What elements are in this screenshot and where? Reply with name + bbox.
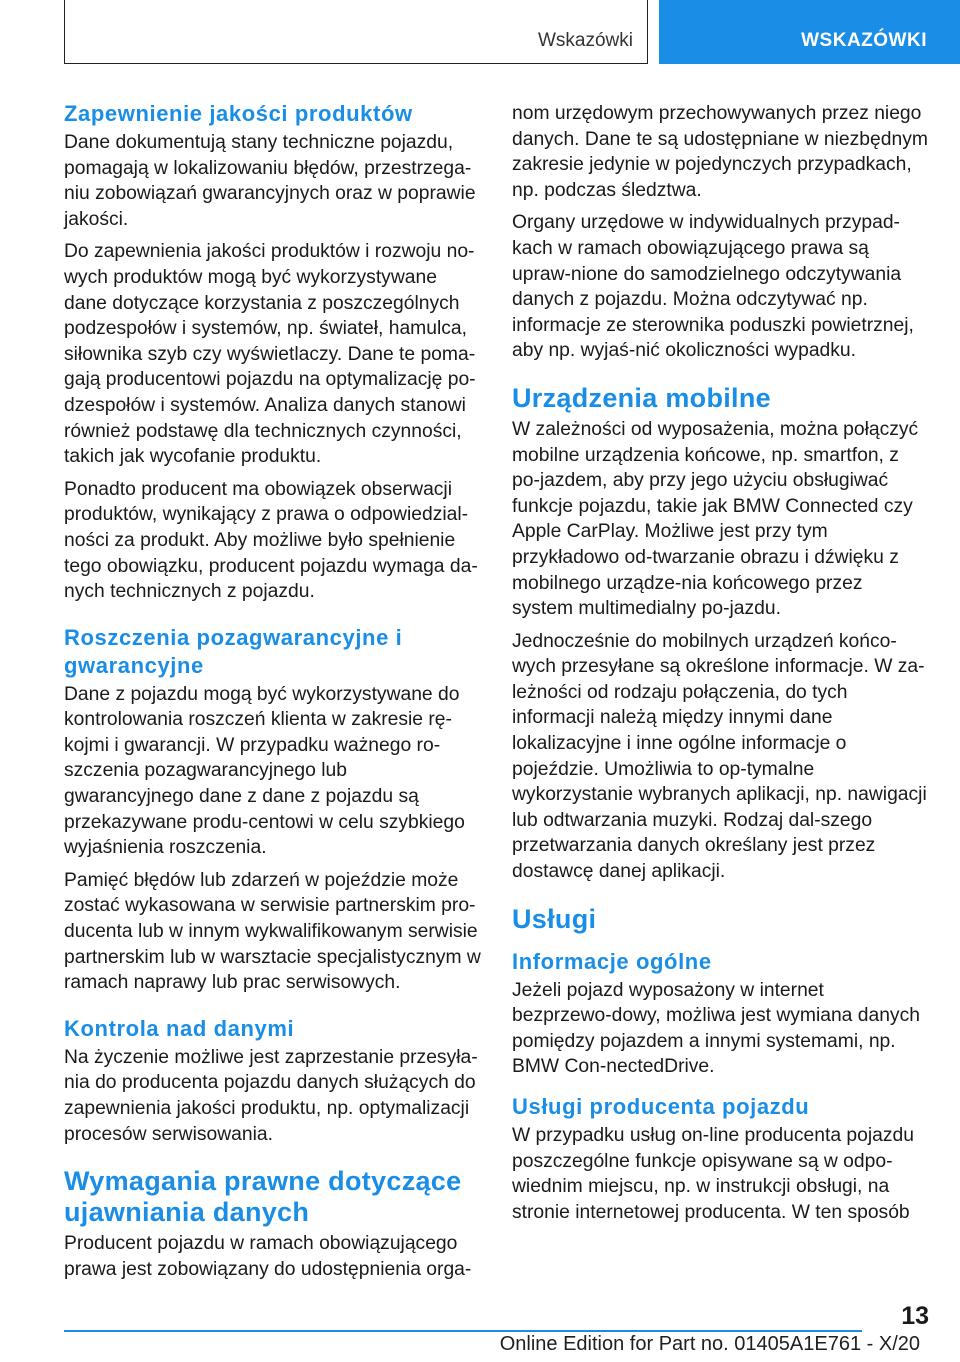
header-chapter-tab[interactable] (659, 0, 960, 64)
heading-quality: Zapewnienie jakości produktów (64, 101, 413, 126)
paragraph: nom urzędowym przechowywanych przez niego danych. Dane te są udostępniane w niezbędnym zakresie jedynie w pojedynczych przypadkach, np. podczas śledztwa. (512, 103, 928, 201)
paragraph: W przypadku usług on-line producenta pojazdu poszczególne funkcje opisywane są w odpo-wiednim miejscu, np. w instrukcji obsługi, na stronie internetowej producenta. W ten sposób (512, 1125, 914, 1223)
page-number: 13 (901, 1302, 929, 1330)
heading-manufacturer-services: Usługi producenta pojazdu (512, 1094, 810, 1119)
paragraph: W zależności od wyposażenia, można połączyć mobilne urządzenia końcowe, np. smartfon, z po-jazdem, aby przy jego użyciu obsługiwać funkcje pojazdu, takie jak BMW Connected czy Apple CarPlay. Możliwe jest przy tym przykładowo od-twarzanie obrazu i dźwięku z mobilnego urządze-nia końcowego przez system multimedialny po-jazdu. (512, 418, 919, 620)
heading-services: Usługi (512, 903, 597, 934)
right-column (512, 101, 928, 1232)
paragraph: Na życzenie możliwe jest zaprzestanie przesyła-nia do producenta pojazdu danych służących do zapewnienia jakości produktu, np. optymalizacji procesów serwisowania. (64, 1046, 478, 1145)
paragraph: Organy urzędowe w indywidualnych przypad-kach w ramach obowiązującego prawa są upraw-nione do samodzielnego odczytywania danych z pojazdu. Można odczytywać np. informacje ze sterownika poduszki powietrznej, aby np. wyjaś-nić okoliczności wypadku. (512, 212, 914, 362)
footer-edition-text: Online Edition for Part no. 01405A1E761 - X/20 (499, 1333, 920, 1355)
paragraph: Producent pojazdu w ramach obowiązującego prawa jest zobowiązany do udostępnienia orga- (64, 1233, 472, 1280)
footer-divider (64, 1330, 862, 1332)
paragraph: Jednocześnie do mobilnych urządzeń końco-wych przesyłane są określone informacje. W za-leżności od rodzaju połączenia, do tych informacji należą między innymi dane lokalizacyjne i inne ogólne informacje o pojeździe. Umożliwia to op-tymalne wykorzystanie wybranych aplikacji, np. nawigacji lub odtwarzania muzyki. Rodzaj dal-szego przetwarzania danych określany jest przez dostawcę danej aplikacji. (512, 630, 927, 883)
header-chapter-tab-label: WSKAZÓWKI (801, 30, 927, 51)
heading-mobile-devices: Urządzenia mobilne (512, 382, 771, 413)
heading-claims: Roszczenia pozagwarancyjne i gwarancyjne (64, 624, 403, 678)
header-section-box (64, 0, 648, 64)
paragraph: Dane dokumentują stany techniczne pojazdu, pomagają w lokalizowaniu błędów, przestrzega-niu zobowiązań gwarancyjnych oraz w poprawie jakości. (64, 132, 476, 230)
left-column (64, 100, 481, 1289)
header-section-label: Wskazówki (537, 30, 633, 51)
heading-legal-requirements: Wymagania prawne dotyczące ujawniania danych (64, 1166, 462, 1228)
paragraph: Ponadto producent ma obowiązek obserwacji produktów, wynikający z prawa o odpowiedzial-ności za produkt. Aby możliwe było spełnienie tego obowiązku, producent pojazdu wymaga da-nych technicznych z pojazdu. (64, 478, 478, 603)
heading-data-control: Kontrola nad danymi (64, 1015, 295, 1041)
heading-general-info: Informacje ogólne (512, 948, 712, 974)
paragraph: Pamięć błędów lub zdarzeń w pojeździe może zostać wykasowana w serwisie partnerskim pro-ducenta lub w innym wykwalifikowanym serwisie partnerskim lub w warsztacie specjalistycznym w ramach naprawy lub prac serwisowych. (64, 869, 481, 994)
paragraph: Jeżeli pojazd wyposażony w internet bezprzewo-dowy, możliwa jest wymiana danych pomiędzy pojazdem a innymi systemami, np. BMW Con-nectedDrive. (512, 979, 920, 1078)
paragraph: Do zapewnienia jakości produktów i rozwoju no-wych produktów mogą być wykorzystywane dane dotyczące korzystania z poszczególnych podzespołów i systemów, np. świateł, hamulca, siłownika szyb czy wyświetlaczy. Dane te poma-gają producentowi pojazdu na optymalizację po-dzespołów i systemów. Analiza danych stanowi również podstawę dla technicznych czynności, takich jak wycofanie produktu. (64, 241, 476, 468)
paragraph: Dane z pojazdu mogą być wykorzystywane do kontrolowania roszczeń klienta w zakresie rę-kojmi i gwarancji. W przypadku ważnego ro-szczenia pozagwarancyjnego lub gwarancyjnego dane z dane z pojazdu są przekazywane produ-centowi w celu szybkiego wyjaśnienia roszczenia. (64, 683, 465, 859)
